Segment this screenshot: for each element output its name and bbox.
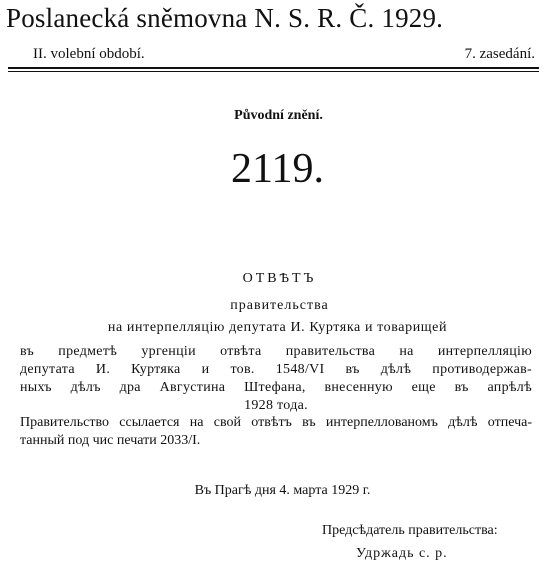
paragraph-line: 1928 тода. xyxy=(244,398,308,413)
interpellation-line: на интерпелляцію депутата И. Куртяка и товарищей xyxy=(107,320,448,335)
subject-paragraph xyxy=(20,343,532,415)
paragraph-line: ныхъ дѣлъ дра Августина Штефана, внесенную еще въ апрѣлѣ xyxy=(20,380,532,395)
paragraph-line: Правительство ссылается на свой отвѣтъ въ интерпеллованомъ дѣлѣ отпеча- xyxy=(20,415,532,430)
place-and-date: Въ Прагѣ дня 4. марта 1929 г. xyxy=(194,483,371,498)
print-number: 2119. xyxy=(231,146,324,192)
government-line: правительства xyxy=(230,298,329,313)
original-wording-label: Původní znění. xyxy=(234,108,323,123)
paragraph-line: въ предметѣ ургенціи отвѣта правительства на интерпелляцію xyxy=(20,344,532,359)
signature-title: Предсѣдатель правительства: xyxy=(322,523,498,538)
response-paragraph xyxy=(20,414,532,450)
paragraph-line: танный под чис печати 2033/I. xyxy=(20,433,201,448)
header-divider xyxy=(8,67,539,72)
reply-heading: ОТВѢТЪ xyxy=(242,271,317,286)
electoral-period: II. volební období. xyxy=(33,46,145,62)
signature-name: Удржадь с. р. xyxy=(356,546,448,561)
paragraph-line: депутата И. Куртяка и тов. 1548/VI въ дѣлѣ противодержав- xyxy=(20,362,532,377)
chamber-title: Poslanecká sněmovna N. S. R. Č. 1929. xyxy=(6,3,444,33)
session-number: 7. zasedání. xyxy=(464,46,535,62)
